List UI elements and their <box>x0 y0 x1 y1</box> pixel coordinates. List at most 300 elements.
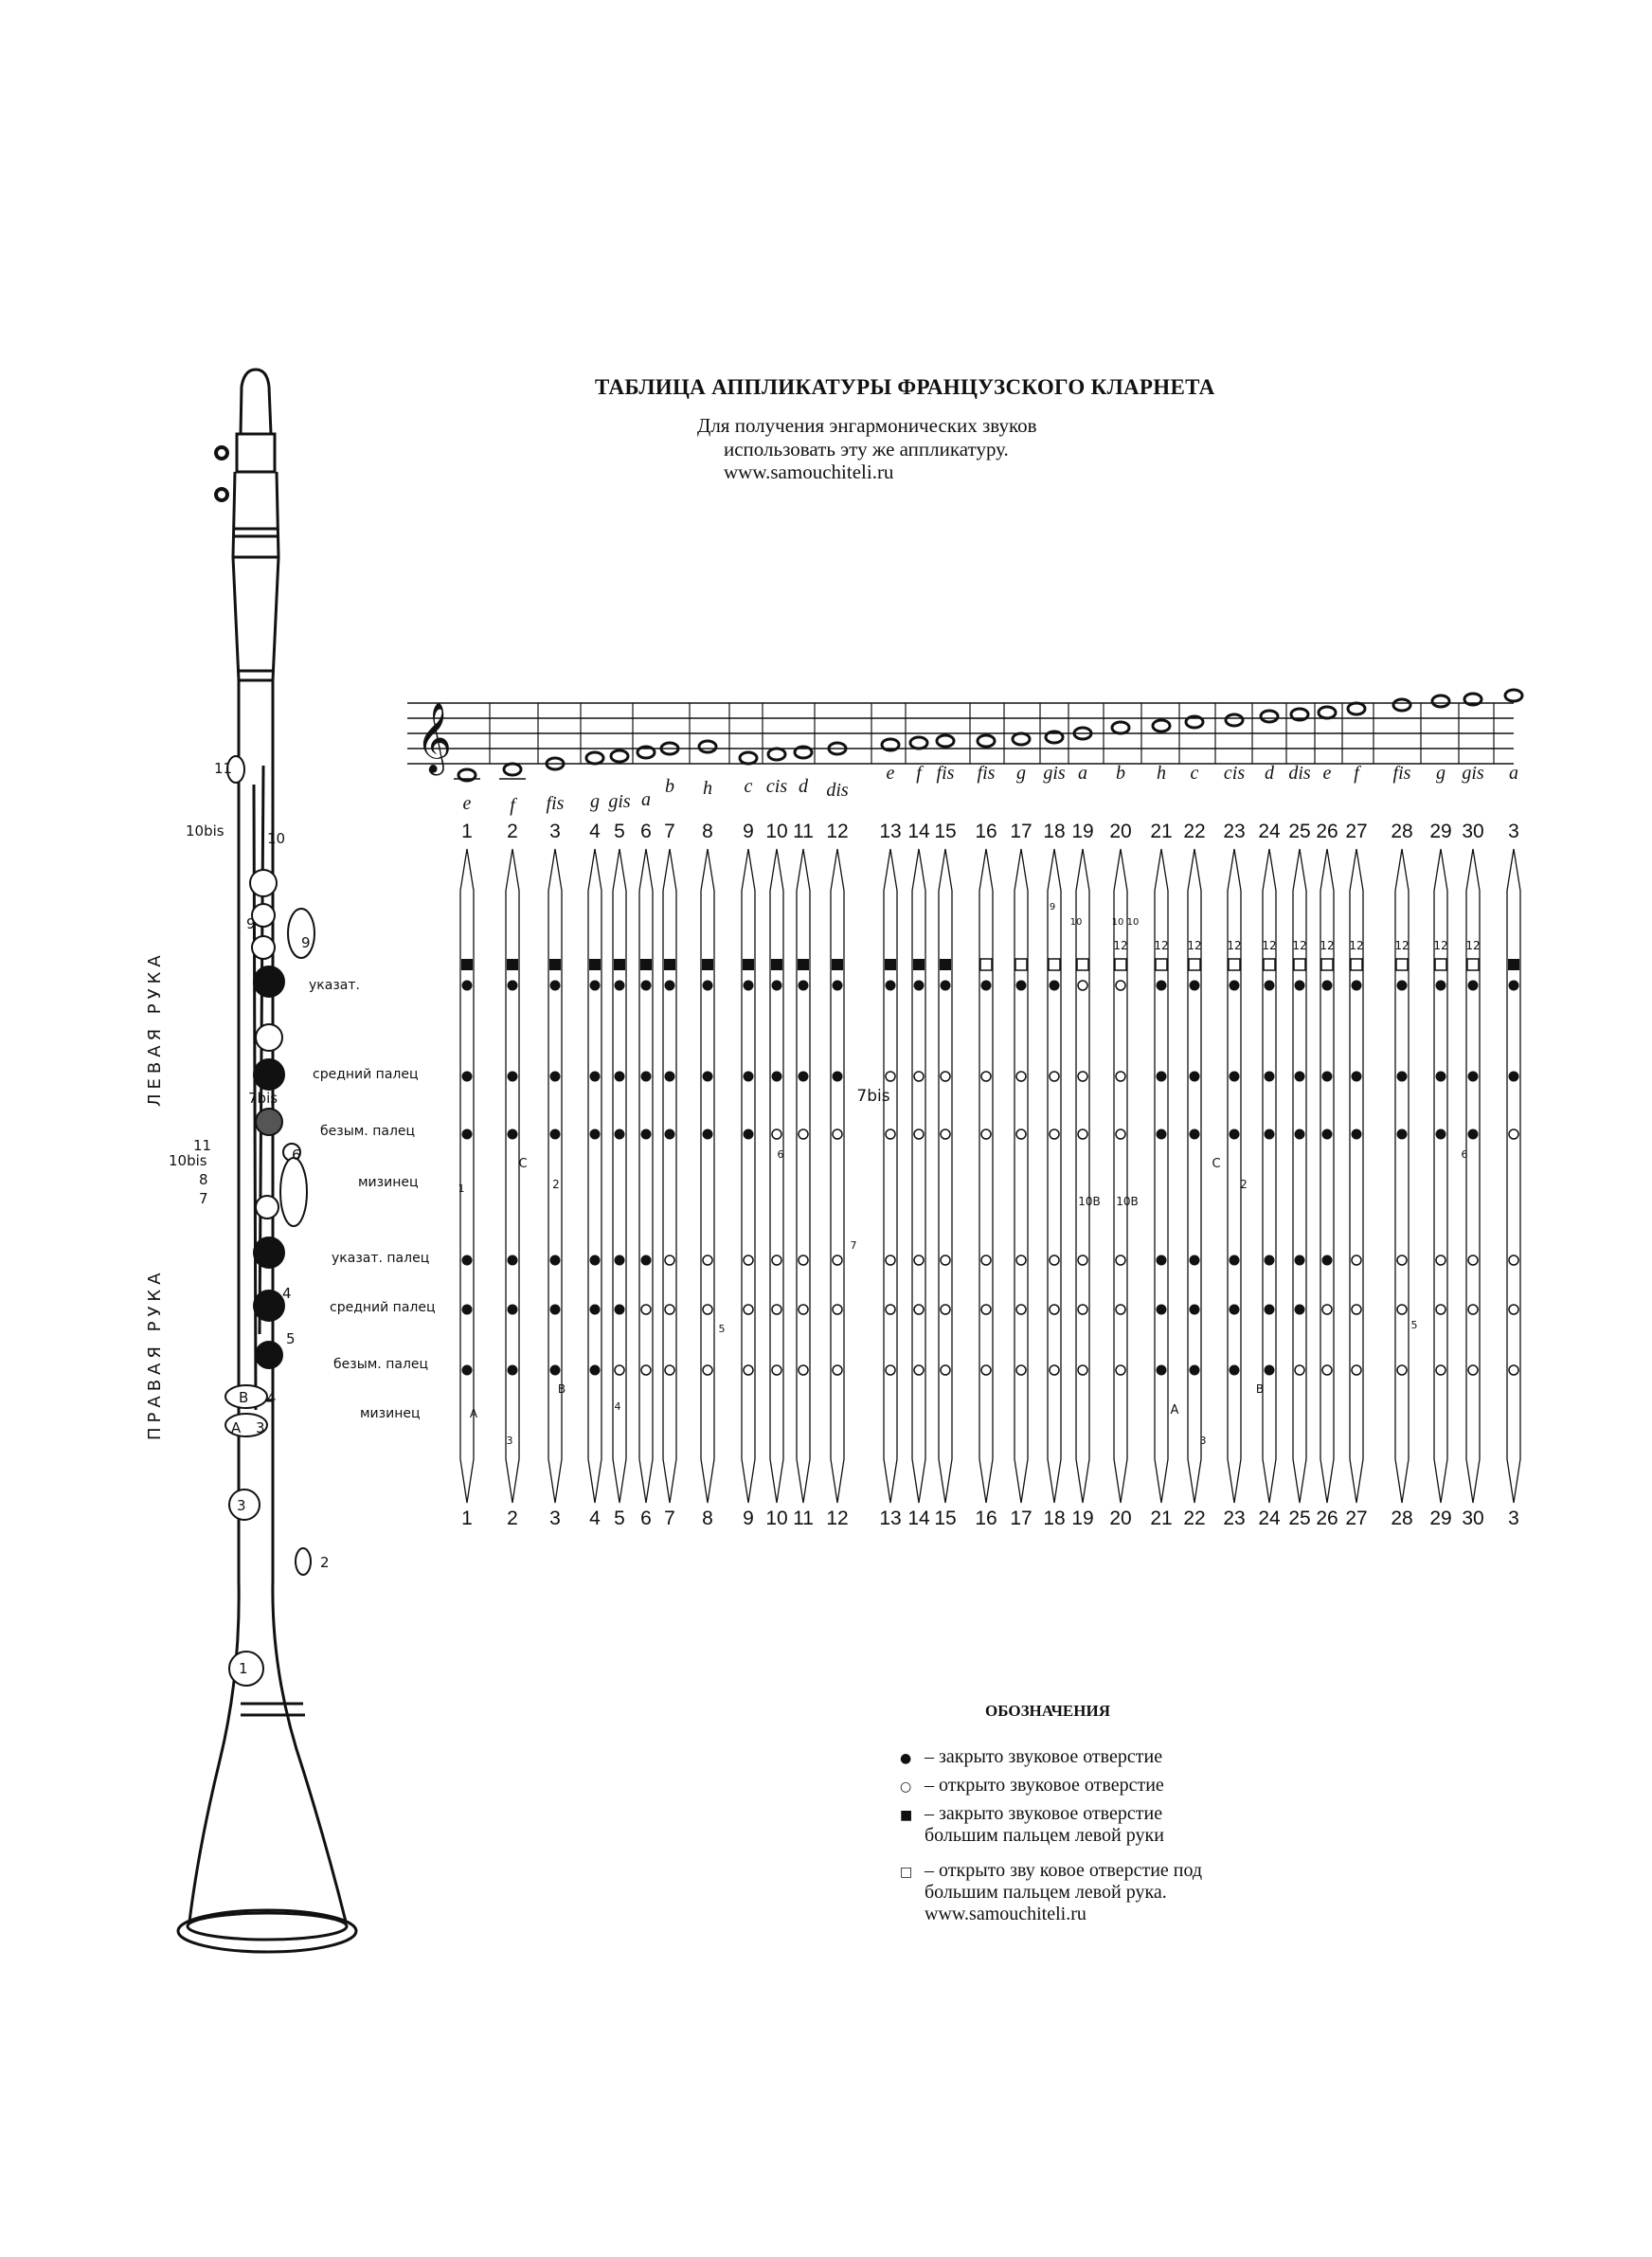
finger-left-index: указат. <box>309 978 360 993</box>
column-arrow <box>588 849 602 1503</box>
legend-thumb-closed: ■ – закрыто звуковое отверстие большим пальцем левой руки <box>900 1803 1164 1846</box>
open-hole-mark <box>833 1255 842 1265</box>
fingering-annotation: B <box>1255 1382 1265 1396</box>
column-arrow <box>1048 849 1061 1503</box>
closed-hole-mark <box>1322 1072 1333 1082</box>
note-head <box>1153 720 1170 731</box>
finger-right-ring: безым. палец <box>333 1357 429 1372</box>
note-line-1: Для получения энгармонических звуков <box>697 414 1037 437</box>
note-head <box>978 735 995 747</box>
fingering-annotation: 5 <box>718 1323 726 1335</box>
open-hole-mark <box>1468 1305 1478 1314</box>
thumb-closed-mark <box>771 959 782 970</box>
closed-hole-mark <box>1295 1305 1305 1315</box>
column-number-bottom: 14 <box>907 1508 930 1529</box>
thumb-open-mark <box>1189 959 1200 970</box>
closed-hole-mark <box>1352 981 1362 991</box>
column-arrow <box>1507 849 1520 1503</box>
closed-hole-mark <box>550 1072 561 1082</box>
thumb-open-mark <box>1115 959 1126 970</box>
closed-hole-mark <box>1190 1305 1200 1315</box>
note-name-label: e <box>1322 763 1332 784</box>
column-arrow <box>1076 849 1089 1503</box>
open-hole-mark <box>1078 1365 1087 1375</box>
column-number-bottom: 7 <box>664 1508 675 1529</box>
closed-hole-mark <box>641 981 652 991</box>
open-hole-mark <box>1078 1072 1087 1081</box>
column-arrow <box>831 849 844 1503</box>
closed-hole-mark <box>1265 1255 1275 1266</box>
closed-hole-mark <box>1322 1255 1333 1266</box>
fingering-annotation: C <box>1212 1157 1221 1171</box>
open-hole-mark <box>1116 1365 1125 1375</box>
closed-hole-mark <box>462 1305 473 1315</box>
closed-hole-mark <box>941 981 951 991</box>
closed-hole-mark <box>508 1129 518 1140</box>
open-hole-mark <box>772 1129 781 1139</box>
open-hole-mark <box>1050 1072 1059 1081</box>
closed-hole-mark <box>833 981 843 991</box>
open-hole-mark <box>1322 1305 1332 1314</box>
column-number-top: 18 <box>1043 821 1066 842</box>
thumb-open-mark <box>1049 959 1060 970</box>
open-hole-mark <box>615 1365 624 1375</box>
column-number-top: 23 <box>1223 821 1246 842</box>
open-hole-mark <box>981 1305 991 1314</box>
column-number-top: 27 <box>1345 821 1368 842</box>
closed-hole-mark <box>799 981 809 991</box>
fingering-annotation: 2 <box>552 1178 560 1191</box>
open-hole-mark <box>1050 1255 1059 1265</box>
thumb-open-mark <box>1467 959 1479 970</box>
fingering-annotation: 10 10 <box>1111 917 1140 928</box>
register-key-label: 12 <box>1227 939 1242 952</box>
open-hole-mark <box>886 1255 895 1265</box>
thumb-open-icon: □ <box>900 1865 913 1880</box>
open-hole-mark <box>1116 981 1125 990</box>
column-number-top: 19 <box>1071 821 1094 842</box>
note-name-label: b <box>1116 763 1125 784</box>
note-name-label: f <box>916 763 922 784</box>
closed-hole-mark <box>703 1072 713 1082</box>
note-name-label: a <box>1509 763 1518 784</box>
key-label: B <box>239 1389 249 1406</box>
open-hole-mark <box>1397 1305 1407 1314</box>
closed-hole-mark <box>1265 1365 1275 1376</box>
key-label: 7bis <box>248 1090 278 1107</box>
closed-hole-mark <box>550 1305 561 1315</box>
thumb-open-mark <box>1321 959 1333 970</box>
fingering-annotation: 9 <box>1049 902 1056 912</box>
open-hole-mark <box>665 1365 674 1375</box>
open-hole-mark <box>772 1305 781 1314</box>
open-hole-mark <box>1016 1129 1026 1139</box>
open-hole-mark <box>1050 1129 1059 1139</box>
key-label: 2 <box>320 1554 330 1571</box>
thumb-open-mark <box>1077 959 1088 970</box>
column-arrow <box>548 849 562 1503</box>
column-number-top: 28 <box>1391 821 1413 842</box>
open-hole-icon: ○ <box>900 1779 912 1795</box>
fingering-annotation: C <box>518 1157 528 1171</box>
closed-hole-mark <box>1157 1255 1167 1266</box>
column-number-top: 15 <box>934 821 957 842</box>
register-key-label: 12 <box>1320 939 1335 952</box>
thumb-open-mark <box>1264 959 1275 970</box>
open-hole-mark <box>914 1365 924 1375</box>
column-number-bottom: 5 <box>614 1508 625 1529</box>
thumb-closed-mark <box>743 959 754 970</box>
open-hole-mark <box>744 1305 753 1314</box>
column-number-top: 8 <box>702 821 713 842</box>
thumb-closed-icon: ■ <box>900 1808 913 1823</box>
closed-hole-mark <box>1295 981 1305 991</box>
closed-hole-mark <box>1352 1129 1362 1140</box>
open-hole-mark <box>1397 1365 1407 1375</box>
closed-hole-mark <box>1509 1072 1519 1082</box>
column-number-top: 7 <box>664 821 675 842</box>
open-hole-mark <box>1322 1365 1332 1375</box>
key-label: 1 <box>239 1660 248 1677</box>
closed-hole-mark <box>1230 1072 1240 1082</box>
open-hole-mark <box>1397 1255 1407 1265</box>
fingering-annotation: A <box>1170 1403 1179 1417</box>
register-key-label: 12 <box>1292 939 1307 952</box>
key-label: 11 <box>214 760 233 777</box>
closed-hole-mark <box>1190 1072 1200 1082</box>
column-number-bottom: 19 <box>1071 1508 1094 1529</box>
open-hole-mark <box>1078 1129 1087 1139</box>
closed-hole-mark <box>1436 981 1446 991</box>
open-hole-mark <box>833 1305 842 1314</box>
closed-hole-mark <box>886 981 896 991</box>
column-number-top: 3 <box>1508 821 1519 842</box>
column-number-bottom: 3 <box>549 1508 561 1529</box>
note-name-label: gis <box>1462 763 1484 784</box>
column-number-top: 25 <box>1288 821 1311 842</box>
closed-hole-mark <box>665 981 675 991</box>
note-name-label: cis <box>1223 763 1246 784</box>
note-head <box>910 737 927 749</box>
legend-open: ○ – открыто звуковое отверстие <box>900 1775 1164 1798</box>
closed-hole-mark <box>1230 1255 1240 1266</box>
closed-hole-mark <box>590 1072 601 1082</box>
open-hole-mark <box>703 1305 712 1314</box>
closed-hole-mark <box>772 981 782 991</box>
column-number-top: 9 <box>743 821 754 842</box>
note-head <box>699 741 716 752</box>
open-hole-mark <box>665 1305 674 1314</box>
closed-hole-mark <box>615 981 625 991</box>
column-number-bottom: 30 <box>1462 1508 1484 1529</box>
column-arrow <box>460 849 474 1503</box>
key-label: A <box>231 1419 242 1436</box>
column-number-top: 30 <box>1462 821 1484 842</box>
closed-hole-mark <box>703 981 713 991</box>
column-number-bottom: 18 <box>1043 1508 1066 1529</box>
open-hole-mark <box>1352 1365 1361 1375</box>
column-number-top: 2 <box>507 821 518 842</box>
closed-hole-mark <box>1190 1255 1200 1266</box>
finger-right-pinky: мизинец <box>360 1406 421 1421</box>
note-head <box>1505 690 1522 701</box>
thumb-closed-mark <box>664 959 675 970</box>
open-hole-mark <box>914 1255 924 1265</box>
note-name-label: fis <box>977 763 996 784</box>
column-number-top: 20 <box>1109 821 1132 842</box>
open-hole-mark <box>1509 1129 1518 1139</box>
open-hole-mark <box>1436 1305 1446 1314</box>
closed-hole-mark <box>1295 1072 1305 1082</box>
finger-right-middle: средний палец <box>330 1300 436 1315</box>
column-number-bottom: 3 <box>1508 1508 1519 1529</box>
column-number-top: 13 <box>879 821 902 842</box>
key-label: 9 <box>246 915 256 932</box>
column-number-bottom: 24 <box>1258 1508 1281 1529</box>
fingering-annotation: 10 <box>1069 917 1083 928</box>
closed-hole-mark <box>1397 981 1408 991</box>
closed-hole-mark <box>1436 1072 1446 1082</box>
closed-hole-mark <box>1265 1129 1275 1140</box>
open-hole-mark <box>833 1129 842 1139</box>
note-name-label: a <box>1078 763 1087 784</box>
column-number-top: 4 <box>589 821 601 842</box>
open-hole-mark <box>1116 1072 1125 1081</box>
open-hole-mark <box>981 1072 991 1081</box>
closed-hole-mark <box>462 1072 473 1082</box>
fingering-annotation: 3 <box>506 1435 513 1447</box>
open-hole-mark <box>1436 1255 1446 1265</box>
column-number-top: 1 <box>461 821 473 842</box>
fingering-annotation: 1 <box>458 1183 465 1195</box>
column-number-bottom: 27 <box>1345 1508 1368 1529</box>
closed-hole-mark <box>1190 1365 1200 1376</box>
open-hole-mark <box>1295 1365 1304 1375</box>
column-number-bottom: 26 <box>1316 1508 1338 1529</box>
column-number-bottom: 4 <box>589 1508 601 1529</box>
note-name-label: fis <box>936 763 955 784</box>
treble-clef-icon: 𝄞 <box>416 704 452 771</box>
open-hole-mark <box>1050 1365 1059 1375</box>
note-head <box>1319 707 1336 718</box>
open-hole-mark <box>799 1129 808 1139</box>
column-number-bottom: 17 <box>1010 1508 1032 1529</box>
note-name-label: g <box>1436 763 1446 784</box>
key-label: 4 <box>282 1285 292 1302</box>
column-number-bottom: 2 <box>507 1508 518 1529</box>
closed-hole-mark <box>615 1072 625 1082</box>
column-arrow <box>639 849 653 1503</box>
column-arrow <box>797 849 810 1503</box>
column-number-bottom: 28 <box>1391 1508 1413 1529</box>
column-number-bottom: 23 <box>1223 1508 1246 1529</box>
fingering-annotation: A <box>469 1407 478 1420</box>
legend-title: ОБОЗНАЧЕНИЯ <box>985 1702 1110 1720</box>
open-hole-mark <box>886 1305 895 1314</box>
key-label: 9 <box>301 934 311 951</box>
key-label: 3 <box>256 1419 265 1436</box>
closed-hole-mark <box>508 1305 518 1315</box>
closed-hole-mark <box>462 1129 473 1140</box>
open-hole-mark <box>914 1129 924 1139</box>
fingering-annotation: 7bis <box>856 1087 890 1106</box>
closed-hole-mark <box>590 1365 601 1376</box>
site-link: www.samouchiteli.ru <box>724 460 894 483</box>
column-number-bottom: 22 <box>1183 1508 1206 1529</box>
column-number-bottom: 20 <box>1109 1508 1132 1529</box>
column-number-top: 10 <box>765 821 788 842</box>
note-name-label: g <box>1016 763 1026 784</box>
closed-hole-mark <box>1322 1129 1333 1140</box>
fingering-annotation: 3 <box>1199 1435 1207 1447</box>
closed-hole-mark <box>1468 1072 1479 1082</box>
closed-hole-mark <box>1295 1129 1305 1140</box>
open-hole-mark <box>914 1072 924 1081</box>
thumb-closed-mark <box>461 959 473 970</box>
note-head <box>768 749 785 760</box>
column-number-top: 12 <box>826 821 849 842</box>
closed-hole-mark <box>1230 1305 1240 1315</box>
open-hole-mark <box>1016 1072 1026 1081</box>
thumb-open-mark <box>1156 959 1167 970</box>
column-number-bottom: 6 <box>640 1508 652 1529</box>
closed-hole-mark <box>1157 1072 1167 1082</box>
note-name-label: d <box>1265 763 1274 784</box>
closed-hole-mark <box>1157 1305 1167 1315</box>
note-head <box>1226 714 1243 726</box>
note-name-label: fis <box>546 793 565 814</box>
open-hole-mark <box>744 1365 753 1375</box>
closed-hole-mark <box>1157 1365 1167 1376</box>
key-label: 7 <box>199 1190 208 1207</box>
note-head <box>611 750 628 762</box>
note-name-label: e <box>462 793 472 814</box>
note-name-label: h <box>1157 763 1166 784</box>
column-arrow <box>884 849 897 1503</box>
closed-hole-mark <box>508 981 518 991</box>
closed-hole-mark <box>508 1255 518 1266</box>
open-hole-mark <box>941 1072 950 1081</box>
column-number-bottom: 10 <box>765 1508 788 1529</box>
fingering-annotation: 10B <box>1116 1195 1139 1208</box>
closed-hole-mark <box>744 1072 754 1082</box>
open-hole-mark <box>1468 1365 1478 1375</box>
open-hole-mark <box>1016 1305 1026 1314</box>
closed-hole-mark <box>1190 981 1200 991</box>
open-hole-mark <box>941 1255 950 1265</box>
open-hole-mark <box>799 1255 808 1265</box>
closed-hole-mark <box>1397 1129 1408 1140</box>
closed-hole-icon: ● <box>900 1751 912 1766</box>
finger-left-ring: безым. палец <box>320 1124 416 1139</box>
open-hole-mark <box>981 1129 991 1139</box>
fingering-annotation: 6 <box>777 1148 784 1161</box>
column-number-top: 29 <box>1429 821 1452 842</box>
closed-hole-mark <box>981 981 992 991</box>
closed-hole-mark <box>590 1255 601 1266</box>
closed-hole-mark <box>1230 1129 1240 1140</box>
key-label: 10bis <box>169 1152 207 1169</box>
key-label: 5 <box>286 1330 296 1347</box>
closed-hole-mark <box>462 1255 473 1266</box>
open-hole-mark <box>703 1255 712 1265</box>
closed-hole-mark <box>1468 981 1479 991</box>
note-name-label: g <box>590 791 600 812</box>
closed-hole-mark <box>641 1129 652 1140</box>
closed-hole-mark <box>550 981 561 991</box>
closed-hole-mark <box>833 1072 843 1082</box>
note-name-label: cis <box>765 776 788 797</box>
column-arrow <box>506 849 519 1503</box>
column-arrow <box>912 849 925 1503</box>
closed-hole-mark <box>744 1129 754 1140</box>
note-name-label: dis <box>1288 763 1311 784</box>
open-hole-mark <box>941 1129 950 1139</box>
closed-hole-mark <box>1050 981 1060 991</box>
closed-hole-mark <box>1016 981 1027 991</box>
note-name-label: gis <box>1043 763 1066 784</box>
column-number-bottom: 8 <box>702 1508 713 1529</box>
open-hole-mark <box>744 1255 753 1265</box>
closed-hole-mark <box>1322 981 1333 991</box>
column-number-bottom: 12 <box>826 1508 849 1529</box>
fingering-annotation: 10B <box>1078 1195 1101 1208</box>
open-hole-mark <box>914 1305 924 1314</box>
closed-hole-mark <box>1352 1072 1362 1082</box>
closed-hole-mark <box>590 1129 601 1140</box>
thumb-closed-mark <box>940 959 951 970</box>
thumb-open-mark <box>1294 959 1305 970</box>
legend-thumb-open: □ – открыто зву ковое отверстие под большим пальцем левой рука. www.samouchiteli.ru <box>900 1860 1203 1924</box>
open-hole-mark <box>886 1365 895 1375</box>
thumb-closed-mark <box>798 959 809 970</box>
open-hole-mark <box>1078 1255 1087 1265</box>
register-key-label: 12 <box>1113 939 1128 952</box>
key-label: 3 <box>237 1497 246 1514</box>
note-name-label: a <box>641 789 651 810</box>
page-title: ТАБЛИЦА АППЛИКАТУРЫ ФРАНЦУЗСКОГО КЛАРНЕТА <box>595 375 1215 399</box>
finger-right-index: указат. палец <box>332 1251 430 1266</box>
column-number-top: 5 <box>614 821 625 842</box>
key-label: 10bis <box>186 822 224 840</box>
open-hole-mark <box>772 1365 781 1375</box>
note-name-label: e <box>886 763 895 784</box>
legend-closed: ● – закрыто звуковое отверстие <box>900 1746 1162 1770</box>
closed-hole-mark <box>641 1072 652 1082</box>
register-key-label: 12 <box>1349 939 1364 952</box>
note-head <box>1261 711 1278 722</box>
closed-hole-mark <box>1265 1305 1275 1315</box>
column-number-top: 26 <box>1316 821 1338 842</box>
column-number-top: 24 <box>1258 821 1281 842</box>
column-number-top: 22 <box>1183 821 1206 842</box>
closed-hole-mark <box>914 981 925 991</box>
key-label: 10 <box>267 830 286 847</box>
open-hole-mark <box>641 1365 651 1375</box>
closed-hole-mark <box>1265 981 1275 991</box>
note-head <box>1348 703 1365 714</box>
closed-hole-mark <box>1265 1072 1275 1082</box>
closed-hole-mark <box>615 1305 625 1315</box>
closed-hole-mark <box>1230 981 1240 991</box>
note-head <box>1432 695 1449 707</box>
closed-hole-mark <box>590 1305 601 1315</box>
thumb-closed-mark <box>549 959 561 970</box>
note-name-label: h <box>703 778 712 799</box>
note-head <box>1013 733 1030 745</box>
fingering-annotation: 4 <box>614 1400 621 1413</box>
thumb-closed-mark <box>640 959 652 970</box>
